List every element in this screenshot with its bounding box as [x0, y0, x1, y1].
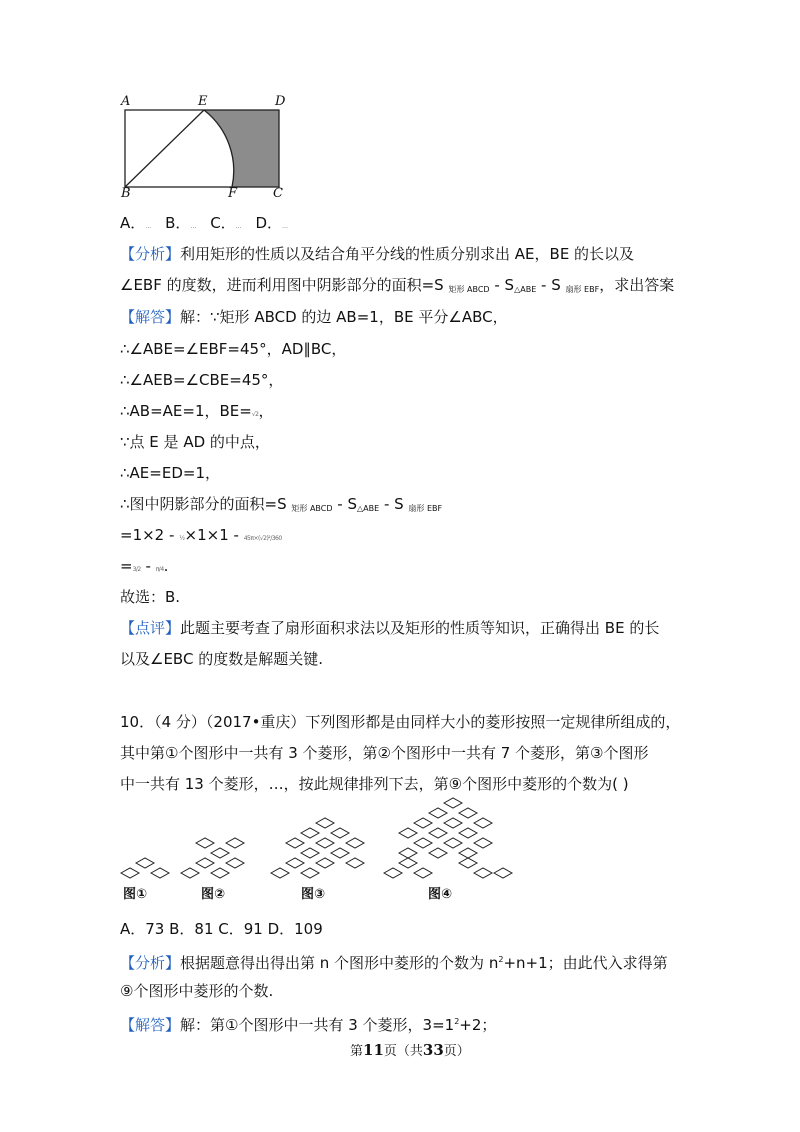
rhombus	[151, 868, 169, 878]
solution-text: ×1×1 -	[184, 526, 244, 544]
q9-solution-line8: =1×2 - ½×1×1 - 45π×(√2)²/360	[120, 526, 282, 544]
option-c-label: C．	[210, 214, 236, 232]
solution-text: ∴AB=AE=1，BE=	[120, 402, 252, 420]
rhombus	[414, 838, 432, 848]
solution-text: .	[163, 557, 169, 575]
rhombus	[399, 828, 417, 838]
q9-solution-line5: ∵点 E 是 AD 的中点，	[120, 433, 270, 451]
rhombus	[301, 848, 319, 858]
rhombus	[331, 848, 349, 858]
analysis-text: ∠EBF 的度数，进而利用图中阴影部分的面积=S	[120, 276, 449, 294]
rhombus	[459, 858, 477, 868]
superscript: 2	[498, 955, 504, 964]
rhombus	[211, 848, 229, 858]
vertex-label-c: C	[273, 186, 283, 201]
figure-label-2: 图②	[201, 887, 226, 902]
analysis-text: 根据题意得出得出第 n 个图形中菱形的个数为 n	[180, 954, 499, 972]
rhombus	[211, 868, 229, 878]
rhombus	[196, 838, 214, 848]
option-b-label: B．	[165, 214, 191, 232]
rhombus	[196, 858, 214, 868]
rhombus	[316, 818, 334, 828]
subscript: △ABE	[514, 285, 537, 294]
rhombus	[399, 858, 417, 868]
solution-text: =1×2 -	[120, 526, 180, 544]
rhombus	[474, 868, 492, 878]
option-b-value: …	[190, 223, 196, 230]
solution-tag: 【解答】	[120, 308, 181, 326]
rhombus	[271, 868, 289, 878]
rhombus	[301, 868, 319, 878]
rhombus	[346, 838, 364, 848]
comment-text: 此题主要考查了扇形面积求法以及矩形的性质等知识，正确得出 BE 的长	[180, 619, 660, 637]
page-number: 11	[363, 1041, 384, 1059]
solution-text: 解：∵矩形 ABCD 的边 AB=1，BE 平分∠ABC，	[180, 308, 508, 326]
q10-options: A．73 B．81 C．91 D．109	[120, 920, 323, 938]
figure-label-3: 图③	[301, 887, 326, 902]
vertex-label-b: B	[121, 186, 131, 201]
q9-comment-line1	[120, 617, 659, 639]
subscript: 扇形 EBF	[408, 504, 443, 513]
footer-text: 第	[350, 1044, 364, 1059]
rhombus	[459, 828, 477, 838]
rhombus	[316, 838, 334, 848]
rhombus	[429, 808, 447, 818]
option-a-value: …	[145, 223, 151, 230]
solution-text: - S	[379, 495, 409, 513]
analysis-tag: 【分析】	[120, 245, 181, 263]
vertex-label-f: F	[228, 186, 238, 201]
page-total: 33	[422, 1041, 444, 1059]
rectangle-figure	[115, 92, 295, 202]
rhombus	[286, 838, 304, 848]
q10-stem-line3: 中一共有 13 个菱形，…，按此规律排列下去，第⑨个图形中菱形的个数为( )	[120, 775, 629, 793]
subscript: △ABE	[357, 504, 380, 513]
q9-solution-line4: ∴AB=AE=1，BE=√2，	[120, 402, 274, 420]
analysis-text: - S	[489, 276, 515, 294]
rhombus	[459, 848, 477, 858]
analysis-tag: 【分析】	[120, 954, 181, 972]
option-d-value: …	[282, 223, 288, 230]
solution-text: +2；	[459, 1016, 497, 1034]
solution-text: 解：第①个图形中一共有 3 个菱形，3=1	[180, 1016, 455, 1034]
rhombus	[474, 818, 492, 828]
superscript: 2	[454, 1017, 460, 1026]
analysis-text: ，求出答案	[599, 276, 675, 294]
rhombus	[226, 858, 244, 868]
q10-solution-line1	[120, 1011, 496, 1036]
q9-solution-line2: ∴∠ABE=∠EBF=45°，AD∥BC，	[120, 340, 347, 358]
option-d-label: D．	[255, 214, 283, 232]
solution-text: - S	[332, 495, 357, 513]
rhombus	[226, 838, 244, 848]
rhombus	[429, 848, 447, 858]
footer-text: 页（共	[383, 1044, 423, 1059]
solution-text: =	[120, 557, 133, 575]
segment-be	[125, 110, 204, 187]
option-a-label: A．	[120, 214, 146, 232]
analysis-text: 利用矩形的性质以及结合角平分线的性质分别求出 AE，BE 的长以及	[180, 245, 635, 263]
rhombus	[286, 858, 304, 868]
rhombus	[444, 838, 462, 848]
rhombus-figures	[115, 795, 515, 905]
subscript: 矩形 ABCD	[448, 285, 490, 294]
q9-analysis-line1	[120, 243, 634, 265]
q9-solution-line9: =3/2 - π/4.	[120, 557, 169, 575]
q9-analysis-line2	[120, 274, 674, 301]
q10-stem-line2: 其中第①个图形中一共有 3 个菱形，第②个图形中一共有 7 个菱形，第③个图形	[120, 744, 649, 762]
rhombus	[384, 868, 402, 878]
q9-solution-line1	[120, 306, 508, 328]
rhombus	[136, 858, 154, 868]
subscript: 矩形 ABCD	[291, 504, 333, 513]
subscript: 扇形 EBF	[565, 285, 600, 294]
rhombus	[429, 828, 447, 838]
vertex-label-a: A	[121, 94, 131, 109]
q9-solution-line7	[120, 493, 442, 520]
rhombus	[494, 868, 512, 878]
figure-label-4: 图④	[428, 887, 453, 902]
analysis-text: +n+1；由此代入求得第	[503, 954, 668, 972]
figure-label-1: 图①	[123, 887, 148, 902]
vertex-label-d: D	[275, 94, 286, 109]
q9-choice: 故选：B.	[120, 588, 181, 606]
q10-analysis-line2: ⑨个图形中菱形的个数.	[120, 982, 274, 1000]
rhombus	[414, 818, 432, 828]
comment-tag: 【点评】	[120, 619, 181, 637]
rhombus	[414, 868, 432, 878]
rhombus	[331, 828, 349, 838]
rhombus	[399, 848, 417, 858]
rhombus	[316, 858, 334, 868]
q10-stem-line1: 10．（4 分）（2017•重庆）下列图形都是由同样大小的菱形按照一定规律所组成的，	[120, 713, 681, 731]
q9-comment-line2: 以及∠EBC 的度数是解题关键.	[120, 650, 323, 668]
solution-text: ∴图中阴影部分的面积=S	[120, 495, 292, 513]
rhombus	[444, 798, 462, 808]
solution-text: ，	[258, 402, 274, 420]
footer-text: 页）	[443, 1044, 470, 1059]
rhombus	[459, 808, 477, 818]
analysis-text: - S	[536, 276, 566, 294]
fraction-tiny: 45π×(√2)²/360	[243, 535, 282, 542]
vertex-label-e: E	[198, 94, 208, 109]
rhombus	[444, 818, 462, 828]
rhombus	[181, 868, 199, 878]
rhombus	[121, 868, 139, 878]
solution-tag: 【解答】	[120, 1016, 181, 1034]
option-c-value: …	[235, 223, 242, 230]
rhombus	[346, 858, 364, 868]
rhombus	[301, 828, 319, 838]
q9-solution-line3: ∴∠AEB=∠CBE=45°，	[120, 371, 284, 389]
rhombus	[474, 838, 492, 848]
q10-analysis-line1	[120, 949, 668, 974]
solution-text: -	[140, 557, 156, 575]
page-footer	[350, 1040, 470, 1059]
q9-options	[120, 212, 288, 238]
q9-solution-line6: ∴AE=ED=1，	[120, 464, 220, 482]
